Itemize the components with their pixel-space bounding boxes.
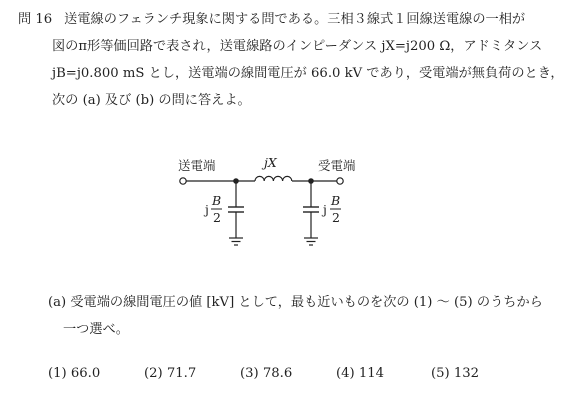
choice-2[interactable]: (2) 71.7 <box>144 366 197 381</box>
right-admittance-numerator: B <box>331 193 341 208</box>
question-line-3: jB=j0.800 mS とし，送電端の線間電圧が 66.0 kV であり，受電端が無負荷のとき， <box>52 66 564 81</box>
question-line-4: 次の (a) 及び (b) の問に答えよ。 <box>52 93 251 108</box>
impedance-label: jX <box>264 155 277 170</box>
answer-choices <box>48 360 568 387</box>
question-line-2: 図のπ形等価回路で表され，送電線路のインピーダンス jX=j200 Ω，アドミタンス <box>52 39 543 54</box>
right-ground-icon <box>304 238 318 245</box>
choice-5[interactable]: (5) 132 <box>431 366 480 381</box>
left-admittance-denominator: 2 <box>213 210 221 225</box>
subquestion-a-line-2: 一つ選べ。 <box>63 322 129 337</box>
subquestion-a-line-1: (a) 受電端の線間電圧の値 [kV] として，最も近いものを次の (1) ～ (5) のうちから <box>48 295 543 310</box>
left-ground-icon <box>229 238 243 245</box>
receiving-end-terminal <box>337 178 343 184</box>
left-admittance-prefix: j <box>205 202 209 217</box>
choice-4[interactable]: (4) 114 <box>336 366 385 381</box>
sending-end-label: 送電端 <box>178 158 216 173</box>
subquestion-a <box>48 289 543 343</box>
right-admittance-denominator: 2 <box>332 210 340 225</box>
receiving-end-label: 受電端 <box>318 158 356 173</box>
sending-end-terminal <box>180 178 186 184</box>
right-admittance-prefix: j <box>323 202 327 217</box>
choice-1[interactable]: (1) 66.0 <box>48 366 101 381</box>
question-line-1-text: 送電線のフェランチ現象に関する問である。三相３線式１回線送電線の一相が <box>64 12 526 27</box>
question-number: 問 16 <box>18 12 53 27</box>
left-admittance-numerator: B <box>212 193 222 208</box>
inductor-symbol <box>255 176 292 181</box>
choice-3[interactable]: (3) 78.6 <box>240 366 293 381</box>
